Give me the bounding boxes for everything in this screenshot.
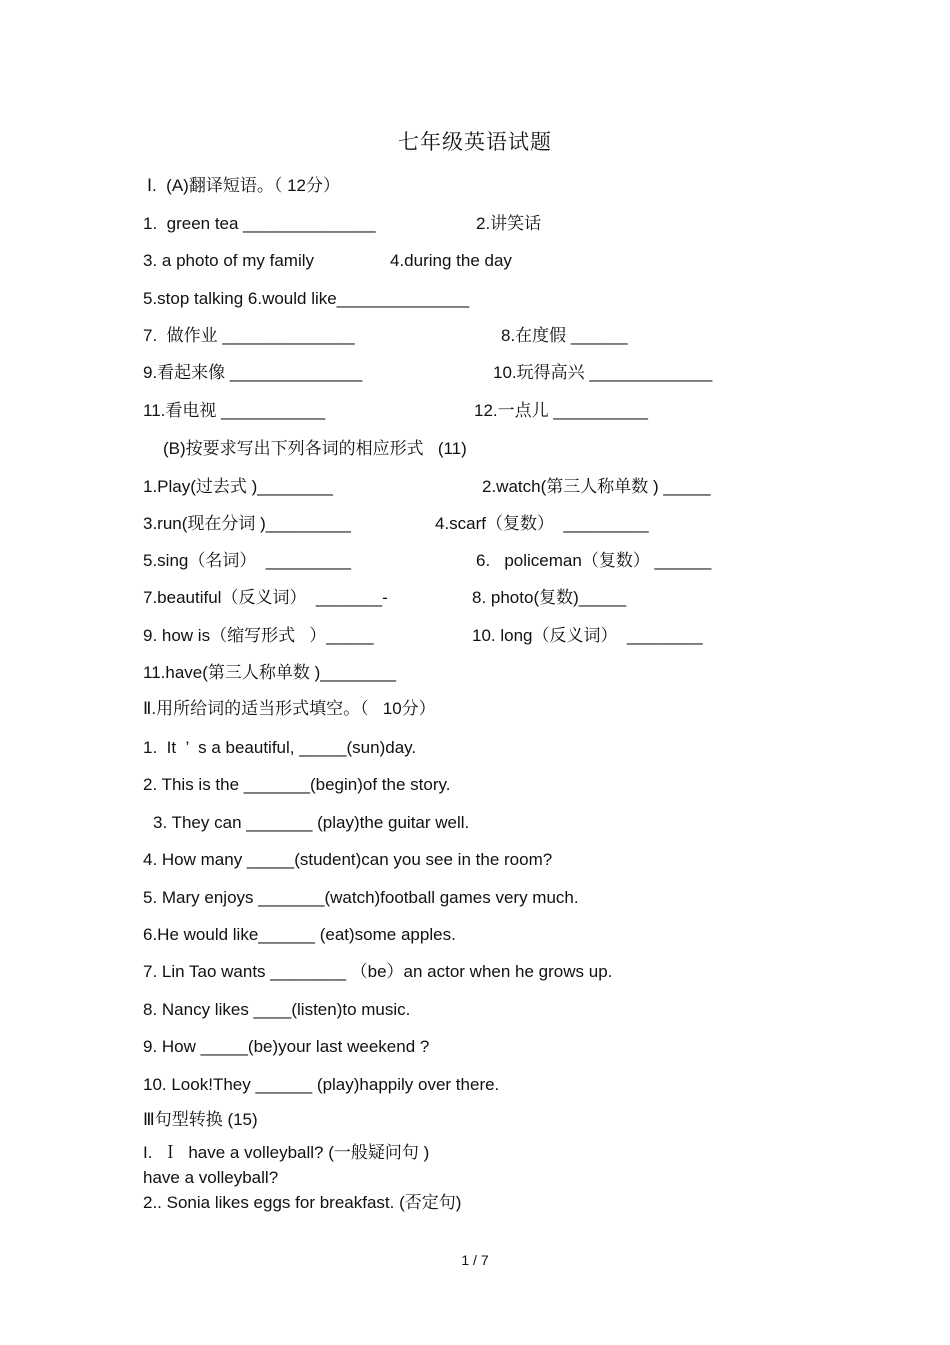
word-form-item: 5.sing（名词） _________ bbox=[143, 551, 351, 570]
section-3-heading: Ⅲ句型转换 (15) bbox=[143, 1110, 258, 1129]
section-2-heading: Ⅱ.用所给词的适当形式填空。（ 10分） bbox=[143, 699, 436, 718]
word-form-item: 11.have(第三人称单数 )________ bbox=[143, 663, 396, 682]
fill-blank-item: 8. Nancy likes ____(listen)to music. bbox=[143, 1000, 411, 1019]
fill-blank-item: 2. This is the _______(begin)of the story. bbox=[143, 775, 451, 794]
section-1b-heading: (B)按要求写出下列各词的相应形式 (11) bbox=[163, 439, 467, 458]
word-form-item: 4.scarf（复数） _________ bbox=[435, 514, 649, 533]
phrase-item: 3. a photo of my family bbox=[143, 251, 315, 270]
fill-blank-item: 3. They can _______ (play)the guitar well. bbox=[153, 813, 470, 832]
phrase-item: 8.在度假 ______ bbox=[501, 326, 628, 345]
word-form-item: 7.beautiful（反义词） _______- bbox=[143, 588, 388, 607]
page-title: 七年级英语试题 bbox=[398, 130, 552, 154]
phrase-item: 11.看电视 ___________ bbox=[143, 401, 326, 420]
word-form-item: 3.run(现在分词 )_________ bbox=[143, 514, 351, 533]
fill-blank-item: 1. It ’ s a beautiful, _____(sun)day. bbox=[143, 738, 417, 757]
sentence-item: have a volleyball? bbox=[143, 1168, 279, 1187]
fill-blank-item: 4. How many _____(student)can you see in the room? bbox=[143, 850, 553, 869]
sentence-item: 2.. Sonia likes eggs for breakfast. (否定句) bbox=[143, 1193, 462, 1212]
word-form-item: 6. policeman（复数） ______ bbox=[476, 551, 712, 570]
phrase-item: 2.讲笑话 bbox=[476, 214, 542, 233]
phrase-item: 7. 做作业 ______________ bbox=[143, 326, 355, 345]
fill-blank-item: 10. Look!They ______ (play)happily over there. bbox=[143, 1075, 500, 1094]
phrase-item: 9.看起来像 ______________ bbox=[143, 363, 363, 382]
fill-blank-item: 6.He would like______ (eat)some apples. bbox=[143, 925, 456, 944]
word-form-item: 10. long（反义词） ________ bbox=[472, 626, 703, 645]
fill-blank-item: 9. How _____(be)your last weekend ? bbox=[143, 1037, 430, 1056]
fill-blank-item: 5. Mary enjoys _______(watch)football games very much. bbox=[143, 888, 579, 907]
section-1-heading: Ⅰ. (A)翻译短语。（ 12分） bbox=[147, 176, 340, 195]
page-number: 1 / 7 bbox=[461, 1252, 489, 1268]
word-form-item: 9. how is（缩写形式 ）_____ bbox=[143, 626, 374, 645]
phrase-item: 12.一点儿 __________ bbox=[474, 401, 648, 420]
phrase-item: 4.during the day bbox=[390, 251, 512, 270]
word-form-item: 1.Play(过去式 )________ bbox=[143, 477, 333, 496]
word-form-item: 2.watch(第三人称单数 ) _____ bbox=[482, 477, 711, 496]
word-form-item: 8. photo(复数)_____ bbox=[472, 588, 627, 607]
phrase-item: 5.stop talking 6.would like______________ bbox=[143, 289, 470, 308]
fill-blank-item: 7. Lin Tao wants ________ （be）an actor when he grows up. bbox=[143, 962, 613, 981]
phrase-item: 1. green tea ______________ bbox=[143, 214, 376, 233]
phrase-item: 10.玩得高兴 _____________ bbox=[493, 363, 713, 382]
sentence-item: I. Ｉ have a volleyball? (一般疑问句 ) bbox=[143, 1143, 430, 1162]
